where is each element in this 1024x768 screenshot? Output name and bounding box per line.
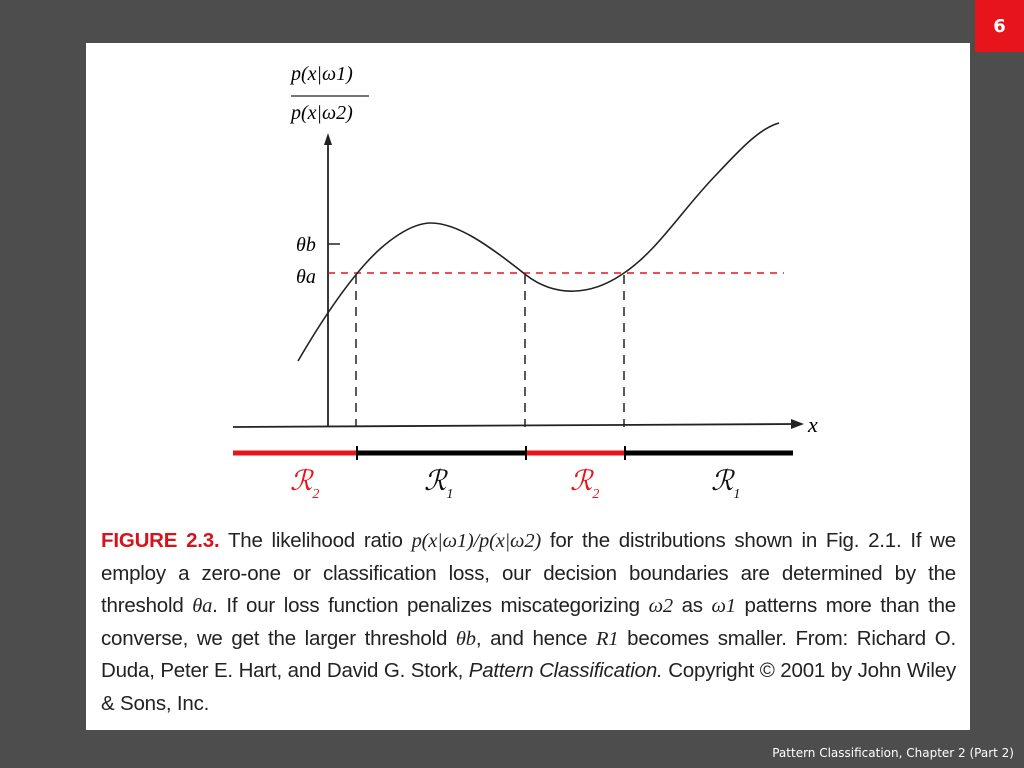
caption-text-4: as bbox=[681, 594, 703, 617]
y-axis-label-numerator: p(x|ω1) bbox=[291, 63, 353, 85]
slide-footer: Pattern Classification, Chapter 2 (Part 2) bbox=[772, 746, 1014, 760]
x-axis-label: x bbox=[808, 412, 818, 437]
likelihood-ratio-plot bbox=[86, 43, 970, 523]
region-label-2: ℛ$_1$ bbox=[424, 466, 454, 502]
caption-text-6: , and hence bbox=[475, 626, 588, 650]
slide-number: 6 bbox=[975, 0, 1024, 52]
x-axis bbox=[233, 424, 794, 427]
region-label-3: ℛ$_2$ bbox=[570, 466, 600, 502]
caption-text-3: . If our loss function penalizes miscategorizing bbox=[212, 594, 640, 617]
x-axis-arrow bbox=[791, 419, 804, 429]
caption-book-title: Pattern Classification. bbox=[468, 659, 663, 682]
caption-ratio: p(x|ω1)/p(x|ω2) bbox=[411, 530, 541, 552]
region-label-1: ℛ$_2$ bbox=[290, 466, 320, 502]
theta-b-label: θb bbox=[296, 234, 316, 256]
region-label-4: ℛ$_1$ bbox=[711, 466, 741, 502]
caption-omega-1: ω1 bbox=[711, 595, 736, 617]
figure-label: FIGURE 2.3. bbox=[101, 529, 220, 552]
caption-region-1: R1 bbox=[596, 627, 619, 650]
caption-text-2: for the distributions shown in Fig. 2.1. If we employ a zero-one or classification loss, our decision boundaries are determined by the threshold bbox=[101, 529, 956, 617]
caption-text-5: patterns more than the converse, we get the larger threshold bbox=[101, 594, 956, 650]
caption-text-8: Copyright © 2001 by John Wiley & Sons, Inc. bbox=[101, 659, 957, 715]
caption-text-7: becomes smaller. From: Richard O. Duda, Peter E. Hart, and David G. Stork, bbox=[101, 626, 956, 682]
caption-theta-a: θa bbox=[192, 595, 213, 617]
theta-a-label: θa bbox=[296, 266, 316, 288]
caption-text-1: The likelihood ratio bbox=[227, 529, 403, 552]
y-axis-arrow bbox=[324, 133, 332, 145]
figure-panel bbox=[86, 43, 970, 730]
figure-caption bbox=[101, 525, 956, 720]
caption-omega-2: ω2 bbox=[648, 595, 673, 617]
caption-theta-b: θb bbox=[455, 627, 476, 650]
y-axis-label-denominator: p(x|ω2) bbox=[291, 102, 353, 124]
likelihood-ratio-curve bbox=[298, 123, 779, 361]
